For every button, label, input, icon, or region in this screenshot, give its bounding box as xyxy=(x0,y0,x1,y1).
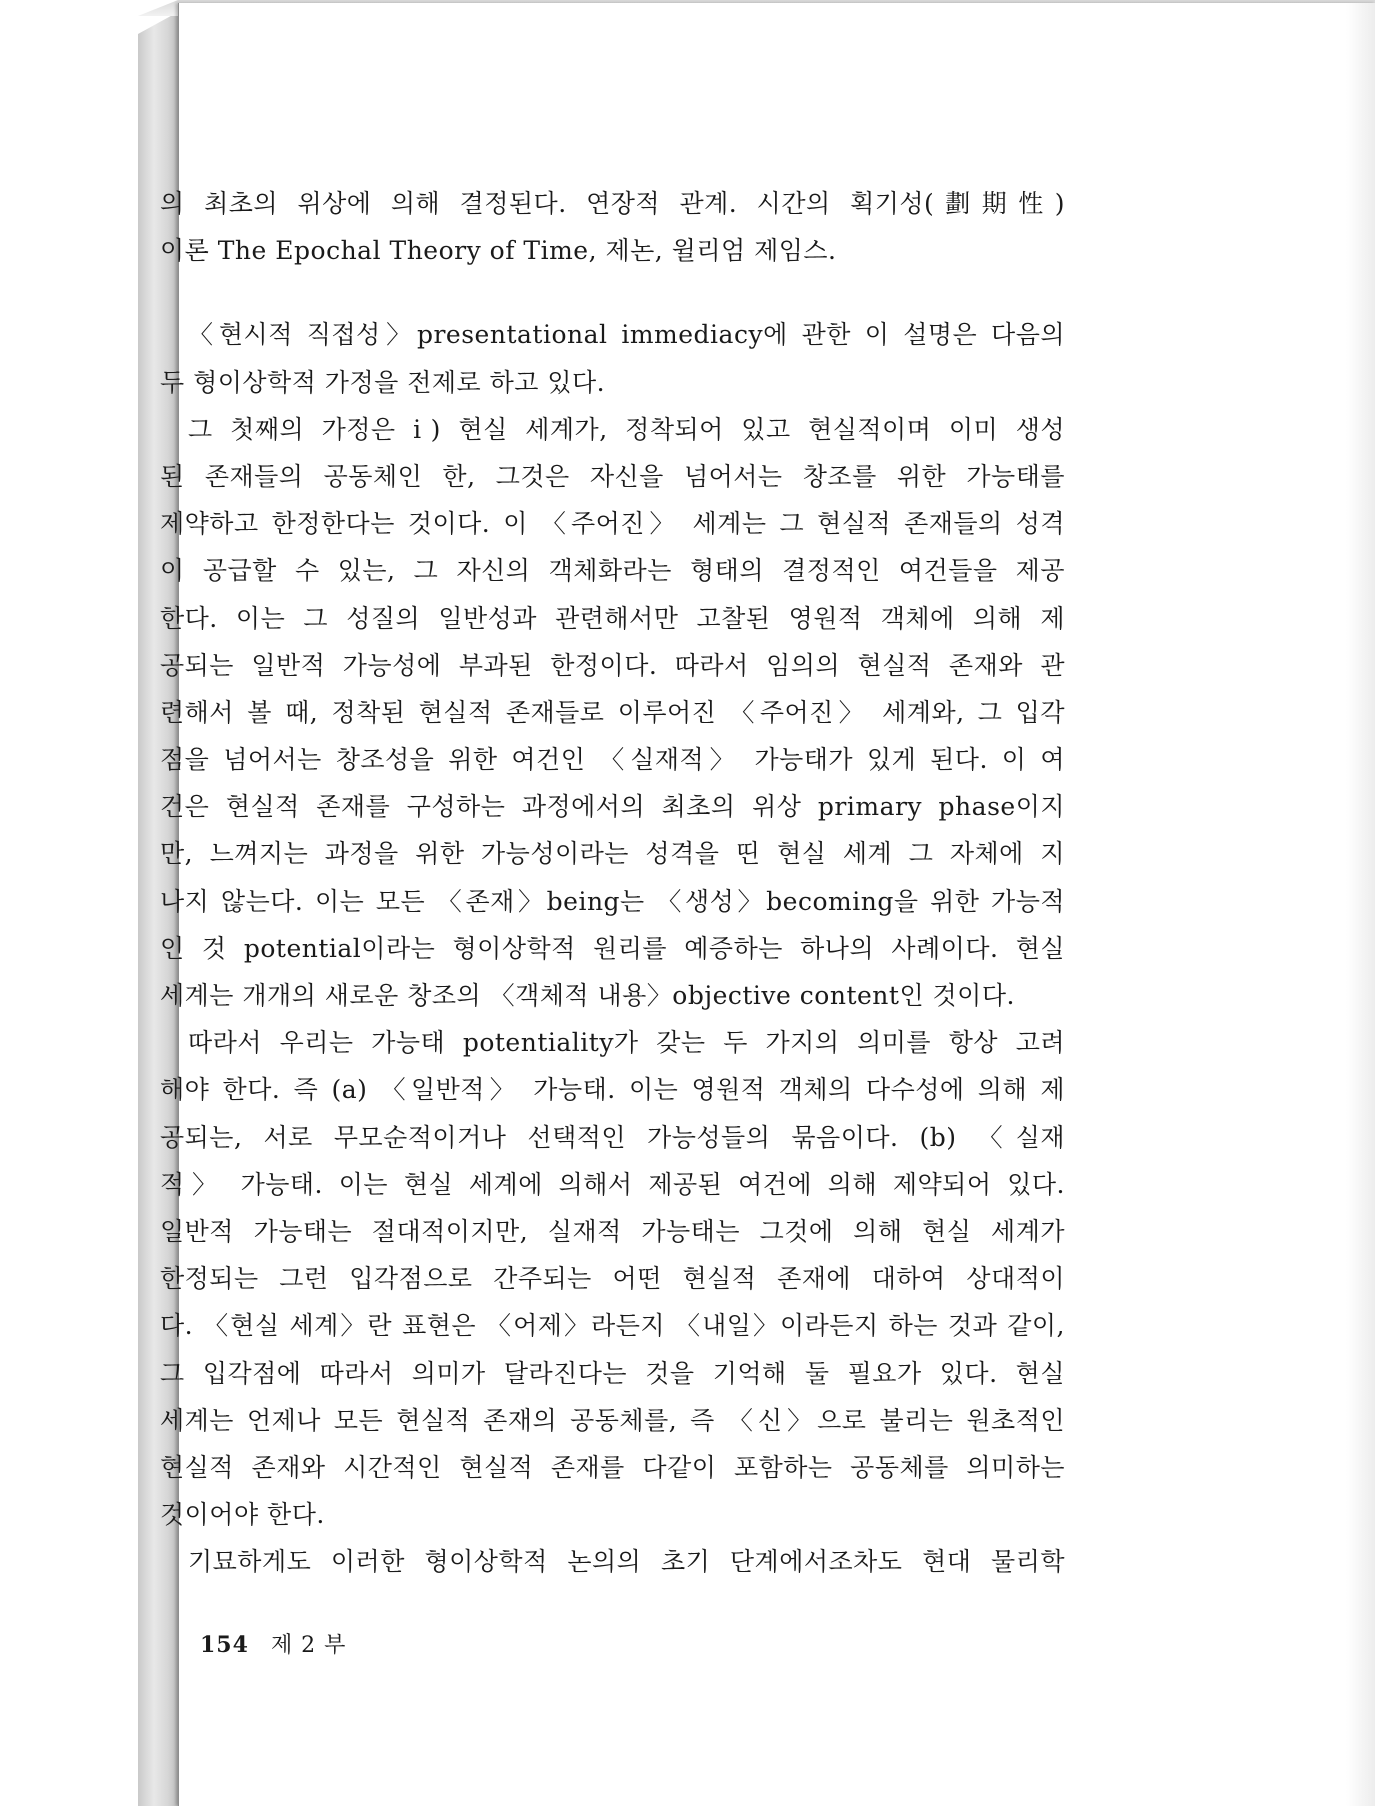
text-line: 나지 않는다. 이는 모든 〈존재〉being는 〈생성〉becoming을 위한 가능적 xyxy=(160,886,1065,916)
text-line: 따라서 우리는 가능태 potentiality가 갖는 두 가지의 의미를 항상 고려 xyxy=(188,1028,1065,1058)
text-line: 련해서 볼 때, 정착된 현실적 존재들로 이루어진 〈주어진〉 세계와, 그 입각 xyxy=(160,697,1065,727)
text-line: 현실적 존재와 시간적인 현실적 존재를 다같이 포함하는 공동체를 의미하는 xyxy=(160,1452,1065,1482)
text-line: 된 존재들의 공동체인 한, 그것은 자신을 넘어서는 창조를 위한 가능태를 xyxy=(160,461,1065,491)
text-line: 공되는 일반적 가능성에 부과된 한정이다. 따라서 임의의 현실적 존재와 관 xyxy=(160,650,1065,680)
text-line: 한정되는 그런 입각점으로 간주되는 어떤 현실적 존재에 대하여 상대적이 xyxy=(160,1264,1065,1294)
text-line: 공되는, 서로 무모순적이거나 선택적인 가능성들의 묶음이다. (b) 〈실재 xyxy=(160,1122,1065,1152)
text-line: 점을 넘어서는 창조성을 위한 여건인 〈실재적〉 가능태가 있게 된다. 이 여 xyxy=(160,745,1065,775)
text-line: 기묘하게도 이러한 형이상학적 논의의 초기 단계에서조차도 현대 물리학 xyxy=(188,1547,1065,1577)
text-line: 세계는 개개의 새로운 창조의 〈객체적 내용〉objective content인 것이다. xyxy=(160,981,1015,1010)
text-line: 일반적 가능태는 절대적이지만, 실재적 가능태는 그것에 의해 현실 세계가 xyxy=(160,1216,1065,1246)
text-line: 이 공급할 수 있는, 그 자신의 객체화라는 형태의 결정적인 여건들을 제공 xyxy=(160,556,1065,586)
part-label: 제 2 부 xyxy=(270,1633,347,1658)
text-line: 의 최초의 위상에 의해 결정된다. 연장적 관계. 시간의 획기성(劃期性) xyxy=(160,189,1065,218)
text-line: 한다. 이는 그 성질의 일반성과 관련해서만 고찰된 영원적 객체에 의해 제 xyxy=(160,603,1065,633)
text-line: 다. 〈현실 세계〉란 표현은 〈어제〉라든지 〈내일〉이라든지 하는 것과 같이, xyxy=(160,1311,1065,1341)
page-number: 154 xyxy=(200,1632,249,1658)
page-edge-shading xyxy=(1346,3,1375,1806)
text-line: 인 것 potential이라는 형이상학적 원리를 예증하는 하나의 사례이다. 현실 xyxy=(160,933,1065,963)
text-line: 적〉 가능태. 이는 현실 세계에 의해서 제공된 여건에 의해 제약되어 있다. xyxy=(160,1169,1065,1199)
text-line: 이론 The Epochal Theory of Time, 제논, 윌리엄 제임스. xyxy=(160,236,837,266)
text-line: 〈현시적 직접성〉presentational immediacy에 관한 이 설명은 다음의 xyxy=(188,320,1065,350)
text-line: 그 입각점에 따라서 의미가 달라진다는 것을 기억해 둘 필요가 있다. 현실 xyxy=(160,1358,1065,1388)
text-line: 만, 느껴지는 과정을 위한 가능성이라는 성격을 띤 현실 세계 그 자체에 지 xyxy=(160,839,1065,869)
page-text xyxy=(160,180,1065,1585)
text-line: 해야 한다. 즉 (a) 〈일반적〉 가능태. 이는 영원적 객체의 다수성에 의해 제 xyxy=(160,1075,1065,1105)
text-line: 것이어야 한다. xyxy=(160,1500,325,1530)
text-line: 그 첫째의 가정은 ⅰ) 현실 세계가, 정착되어 있고 현실적이며 이미 생성 xyxy=(188,414,1065,444)
text-line: 제약하고 한정한다는 것이다. 이 〈주어진〉 세계는 그 현실적 존재들의 성격 xyxy=(160,509,1065,539)
text-line: 건은 현실적 존재를 구성하는 과정에서의 최초의 위상 primary phase이지 xyxy=(160,792,1065,822)
page-footer xyxy=(200,1628,346,1659)
text-line: 세계는 언제나 모든 현실적 존재의 공동체를, 즉 〈신〉으로 불리는 원초적인 xyxy=(160,1405,1065,1435)
text-line: 두 형이상학적 가정을 전제로 하고 있다. xyxy=(160,367,606,397)
